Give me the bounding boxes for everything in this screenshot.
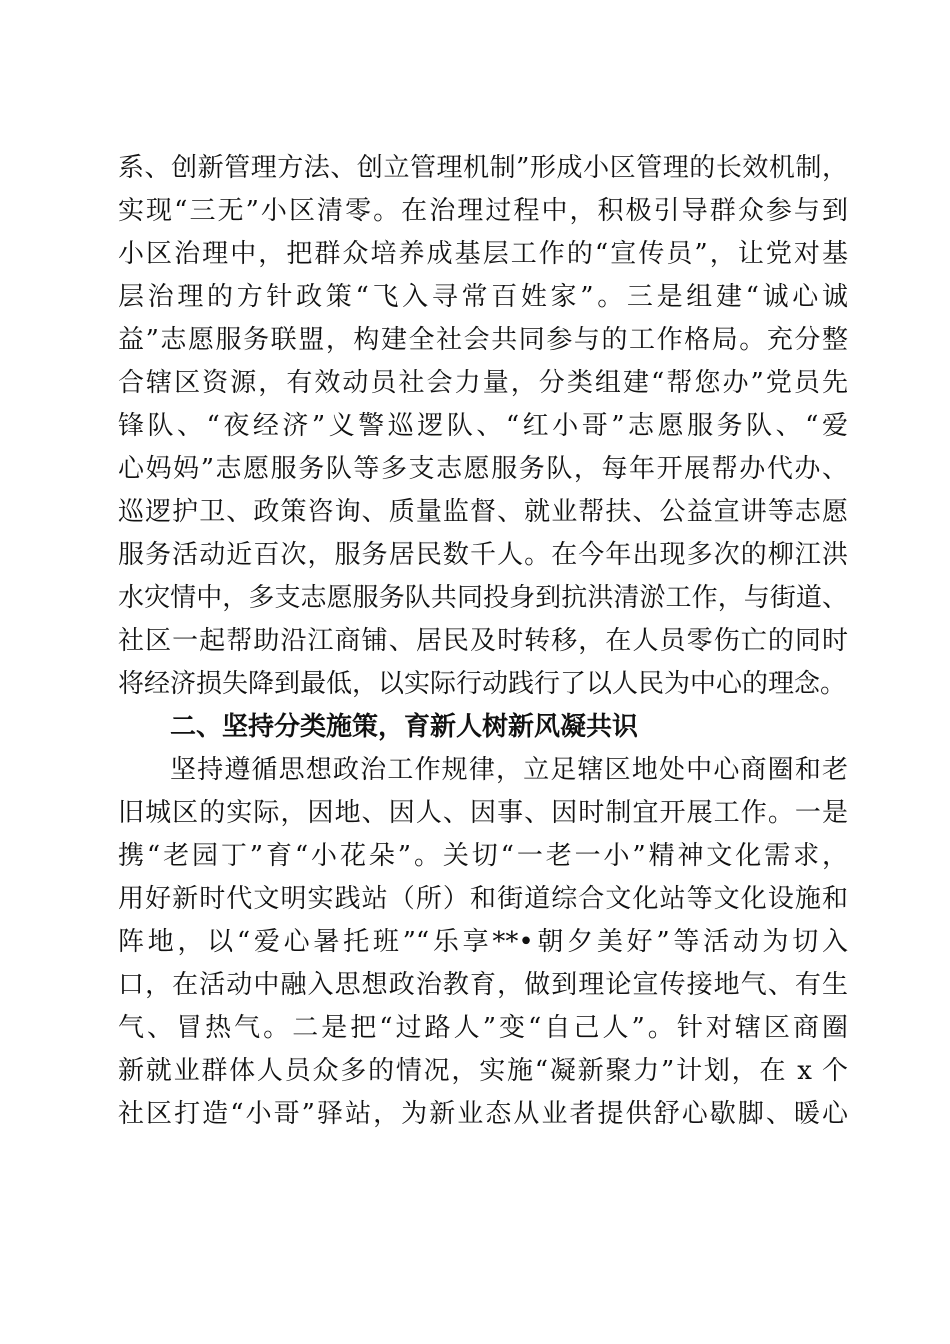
paragraph-line: 坚持遵循思想政治工作规律，立足辖区地处中心商圈和老 bbox=[170, 755, 848, 785]
paragraph-line: 新就业群体人员众多的情况，实施“凝新聚力”计划，在 x 个 bbox=[118, 1056, 848, 1086]
paragraph-line: 系、创新管理方法、创立管理机制”形成小区管理的长效机制， bbox=[118, 153, 848, 183]
paragraph-line: 阵地，以“爱心暑托班”“乐享**•朝夕美好”等活动为切入 bbox=[118, 927, 848, 957]
paragraph-line: 社区一起帮助沿江商铺、居民及时转移，在人员零伤亡的同时 bbox=[118, 626, 848, 656]
paragraph-line: 巡逻护卫、政策咨询、质量监督、就业帮扶、公益宣讲等志愿 bbox=[118, 497, 848, 527]
paragraph-line: 小区治理中，把群众培养成基层工作的“宣传员”，让党对基 bbox=[118, 239, 848, 269]
paragraph-line: 携“老园丁”育“小花朵”。关切“一老一小”精神文化需求， bbox=[118, 841, 848, 871]
paragraph-line: 合辖区资源，有效动员社会力量，分类组建“帮您办”党员先 bbox=[118, 368, 848, 398]
paragraph-line: 服务活动近百次，服务居民数千人。在今年出现多次的柳江洪 bbox=[118, 540, 848, 570]
paragraph-line: 心妈妈”志愿服务队等多支志愿服务队，每年开展帮办代办、 bbox=[118, 454, 848, 484]
paragraph-line: 锋队、“夜经济”义警巡逻队、“红小哥”志愿服务队、“爱 bbox=[118, 411, 848, 441]
paragraph-line: 实现“三无”小区清零。在治理过程中，积极引导群众参与到 bbox=[118, 196, 848, 226]
paragraph-line: 层治理的方针政策“飞入寻常百姓家”。三是组建“诚心诚 bbox=[118, 282, 848, 312]
paragraph-line: 气、冒热气。二是把“过路人”变“自己人”。针对辖区商圈 bbox=[118, 1013, 848, 1043]
paragraph-line: 旧城区的实际，因地、因人、因事、因时制宜开展工作。一是 bbox=[118, 798, 848, 828]
paragraph-line: 社区打造“小哥”驿站，为新业态从业者提供舒心歇脚、暖心 bbox=[118, 1099, 848, 1129]
paragraph-line: 益”志愿服务联盟，构建全社会共同参与的工作格局。充分整 bbox=[118, 325, 848, 355]
paragraph-line: 口，在活动中融入思想政治教育，做到理论宣传接地气、有生 bbox=[118, 970, 848, 1000]
paragraph-line: 用好新时代文明实践站（所）和街道综合文化站等文化设施和 bbox=[118, 884, 848, 914]
paragraph-line: 将经济损失降到最低，以实际行动践行了以人民为中心的理念。 bbox=[118, 669, 847, 699]
paragraph-line: 水灾情中，多支志愿服务队共同投身到抗洪清淤工作，与街道、 bbox=[118, 583, 848, 613]
section-heading: 二、坚持分类施策，育新人树新风凝共识 bbox=[170, 712, 639, 742]
